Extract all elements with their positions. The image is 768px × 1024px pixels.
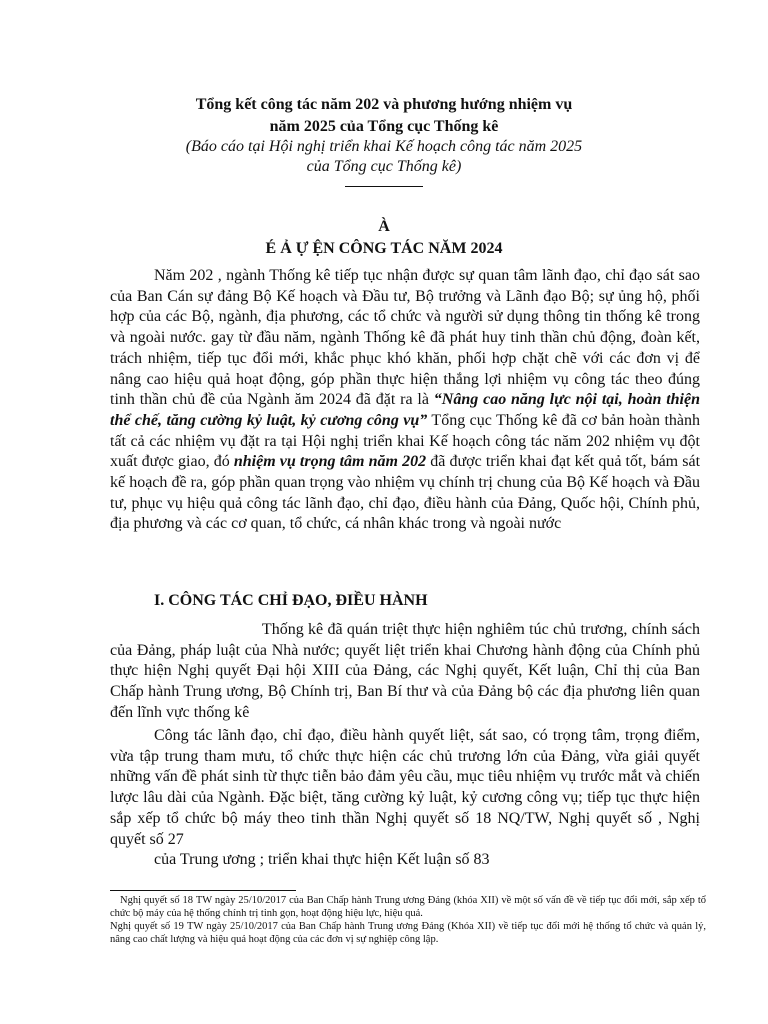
footnote-1: Nghị quyết số 18 TW ngày 25/10/2017 của Ban Chấp hành Trung ương Đảng (khóa XII) về một số vấn đề về tiếp tục đổi mới, sắp xếp tổ chức bộ máy của hệ thống chính trị tinh gọn, hoạt động hiệu lực, hiệu quả. <box>110 895 706 919</box>
intro-theme: “Nâng cao năng lực nội tại, hoàn thiện thể chế, tăng cường kỷ luật, kỷ cương công vụ” <box>110 391 701 429</box>
section-paragraph-1-lead <box>154 621 262 638</box>
document-title-line1: Tổng kết công tác năm 202 và phương hướng nhiệm vụ <box>195 96 573 113</box>
footnote-2: Nghị quyết số 19 TW ngày 25/10/2017 của Ban Chấp hành Trung ương Đảng (Khóa XII) về tiếp tục đổi mới hệ thống tổ chức và quản lý, nâng cao chất lượng và hiệu quả hoạt động của các đơn vị sự nghiệp công lập. <box>110 921 706 945</box>
footnotes <box>110 894 706 946</box>
footnote-divider <box>110 890 296 891</box>
intro-focus: nhiệm vụ trọng tâm năm 202 <box>233 453 427 471</box>
section-paragraph-1 <box>110 620 700 724</box>
section-paragraph-2 <box>110 726 700 871</box>
part-title: É Ả Ự ỆN CÔNG TÁC NĂM 2024 <box>265 240 503 257</box>
document-title-line2: năm 2025 của Tổng cục Thống kê <box>269 118 499 135</box>
section-paragraph-2-last: của Trung ương ; triển khai thực hiện Kết luận số 83 <box>154 851 490 869</box>
section-heading: I. CÔNG TÁC CHỈ ĐẠO, ĐIỀU HÀNH <box>154 592 428 609</box>
intro-text-3: đã được triển khai đạt kết quả tốt, bám sát kế hoạch đề ra, góp phần quan trọng vào nhiệm vụ chính trị chung của Bộ Kế hoạch và Đầu tư, phục vụ hiệu quả công tác lãnh đạo, chỉ đạo, điều hành của Đảng, Quốc hội, Chính phủ, địa phương và các cơ quan, tổ chức, cá nhân khác trong và ngoài nước <box>110 453 701 533</box>
intro-text-1: Năm 202 , ngành Thống kê tiếp tục nhận được sự quan tâm lãnh đạo, chỉ đạo sát sao của Ban Cán sự đảng Bộ Kế hoạch và Đầu tư, Bộ trưởng và Lãnh đạo Bộ; sự ủng hộ, phối hợp của các Bộ, ngành, địa phương, các tổ chức và người sử dụng thông tin thống kê trong và ngoài nước. gay từ đầu năm, ngành Thống kê đã phát huy tinh thần chủ động, đoàn kết, trách nhiệm, tiếp tục đổi mới, khắc phục khó khăn, phối hợp chặt chẽ với các đơn vị để nâng cao hiệu quả hoạt động, góp phần thực hiện thắng lợi nhiệm vụ công tác theo đúng tinh thần chủ đề của Ngành ăm 2024 đã đặt ra là <box>110 267 700 409</box>
subtitle-divider <box>345 186 423 187</box>
part-label: À <box>378 218 390 235</box>
document-subtitle-line1: (Báo cáo tại Hội nghị triển khai Kế hoạch công tác năm 2025 <box>185 138 583 155</box>
intro-paragraph <box>110 266 700 535</box>
intro-text-2: Tổng cục Thống kê đã cơ bản hoàn thành tất cả các nhiệm vụ đặt ra tại Hội nghị triển khai Kế hoạch công tác năm 202 nhiệm vụ đột xuất được giao, đó <box>110 411 700 471</box>
document-subtitle-line2: của Tổng cục Thống kê) <box>306 158 462 175</box>
section-paragraph-2-text: Công tác lãnh đạo, chỉ đạo, điều hành quyết liệt, sát sao, có trọng tâm, trọng điểm, vừa tập trung tham mưu, tổ chức thực hiện các chủ trương lớn của Đảng, vừa giải quyết những vấn đề phát sinh từ thực tiễn bảo đảm yêu cầu, mục tiêu nhiệm vụ trước mắt và chiến lược lâu dài của Ngành. Đặc biệt, tăng cường kỷ luật, kỷ cương công vụ; tiếp tục thực hiện sắp xếp tổ chức bộ máy theo tinh thần Nghị quyết số 18 NQ/TW, Nghị quyết số , Nghị quyết số 27 <box>110 727 700 848</box>
section-paragraph-1-text: Thống kê đã quán triệt thực hiện nghiêm túc chủ trương, chính sách của Đảng, pháp luật của Nhà nước; quyết liệt triển khai Chương hành động của Chính phủ thực hiện Nghị quyết Đại hội XIII của Đảng, các Nghị quyết, Kết luận, Chỉ thị của Ban Chấp hành Trung ương, Bộ Chính trị, Ban Bí thư và của Đảng bộ các địa phương liên quan đến lĩnh vực thống kê <box>110 621 700 721</box>
